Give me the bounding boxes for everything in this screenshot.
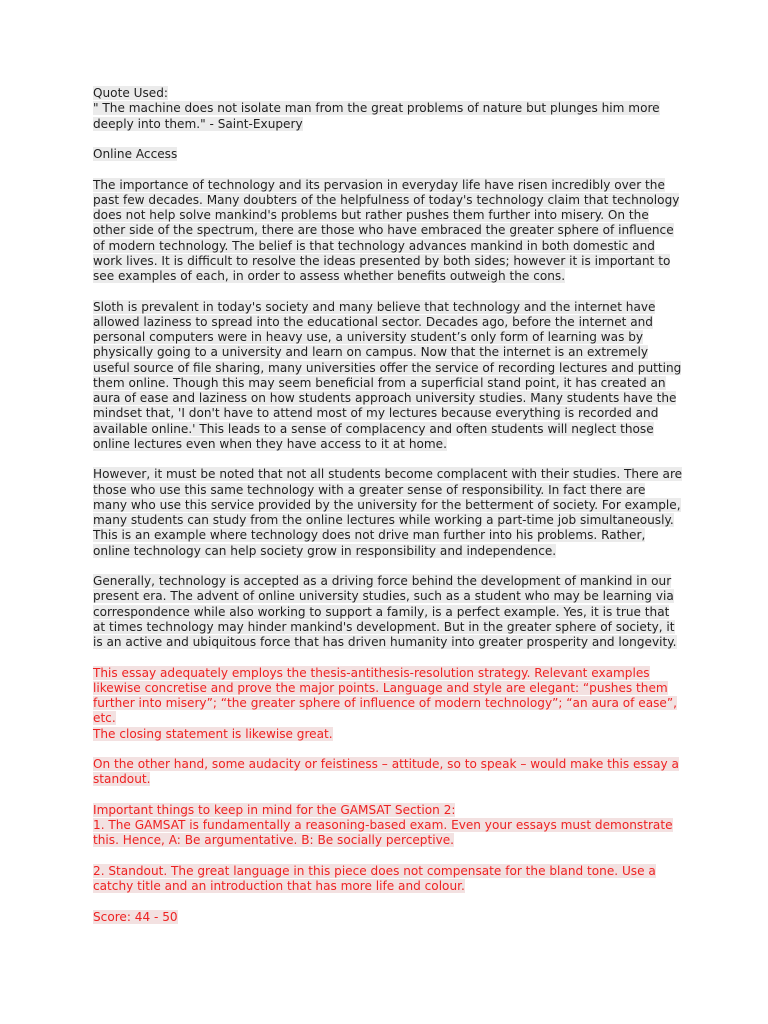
quote-heading: Quote Used:: [93, 86, 168, 100]
score-block: [93, 910, 683, 925]
feedback-closing-note: The closing statement is likewise great.: [93, 726, 333, 741]
feedback-suggestion: On the other hand, some audacity or feistiness – attitude, so to speak – would make this essay a standout.: [93, 757, 679, 787]
feedback-comment: This essay adequately employs the thesis-antithesis-resolution strategy. Relevant examples likewise concretise and prove the major points. Language and style are elegant: “pushes them further into misery”; “the greater sphere of influence of modern technology”; “an aura of ease”, etc.: [93, 665, 677, 726]
essay-paragraph-text: Generally, technology is accepted as a driving force behind the development of mankind in our present era. The advent of online university studies, such as a student who may be learning via correspondence while also working to support a family, is a perfect example. Yes, it is true that at times technology may hinder mankind's development. But in the greater sphere of society, it is an active and ubiquitous force that has driven humanity into greater prosperity and longevity.: [93, 574, 677, 649]
feedback-comment-block: [93, 666, 683, 742]
essay-paragraph-text: Sloth is prevalent in today's society and many believe that technology and the internet have allowed laziness to spread into the educational sector. Decades ago, before the internet and personal computers were in heavy use, a university student’s only form of learning was by physically going to a university and learn on campus. Now that the internet is an extremely useful source of file sharing, many universities offer the service of recording lectures and putting them online. Though this may seem beneficial from a superficial stand point, it has created an aura of ease and laziness on how students approach university studies. Many students have the mindset that, 'I don't have to attend most of my lectures because everything is recorded and available online.' This leads to a sense of complacency and often students will neglect those online lectures even when they have access to it at home.: [93, 299, 682, 451]
feedback-suggestion-block: [93, 757, 683, 788]
essay-paragraph-2: [93, 300, 683, 453]
score: Score: 44 - 50: [93, 909, 178, 924]
quote-block: [93, 86, 683, 132]
feedback-tip-2-block: [93, 864, 683, 895]
tip-2: 2. Standout. The great language in this piece does not compensate for the bland tone. Use a catchy title and an introduction that has more life and colour.: [93, 863, 656, 893]
essay-paragraph-4: [93, 574, 683, 650]
essay-paragraph-text: The importance of technology and its pervasion in everyday life have risen incredibly over the past few decades. Many doubters of the helpfulness of today's technology claim that technology does not help solve mankind's problems but rather pushes them further into misery. On the other side of the spectrum, there are those who have embraced the greater sphere of influence of modern technology. The belief is that technology advances mankind in both domestic and work lives. It is difficult to resolve the ideas presented by both sides; however it is important to see examples of each, in order to assess whether benefits outweigh the cons.: [93, 177, 680, 283]
document-page: [93, 86, 683, 940]
tips-heading: Important things to keep in mind for the GAMSAT Section 2:: [93, 802, 456, 817]
essay-title-block: [93, 147, 683, 162]
essay-paragraph-3: [93, 467, 683, 559]
essay-title: Online Access: [93, 147, 178, 161]
essay-paragraph-1: [93, 178, 683, 285]
quote-text: " The machine does not isolate man from the great problems of nature but plunges him more deeply into them." - Saint-Exupery: [93, 101, 660, 131]
tip-1: 1. The GAMSAT is fundamentally a reasoning-based exam. Even your essays must demonstrate this. Hence, A: Be argumentative. B: Be socially perceptive.: [93, 818, 673, 848]
essay-paragraph-text: However, it must be noted that not all students become complacent with their studies. There are those who use this same technology with a greater sense of responsibility. In fact there are many who use this service provided by the university for the betterment of society. For example, many students can study from the online lectures while working a part-time job simultaneously. This is an example where technology does not drive man further into his problems. Rather, online technology can help society grow in responsibility and independence.: [93, 467, 683, 558]
feedback-tips-block: [93, 803, 683, 849]
